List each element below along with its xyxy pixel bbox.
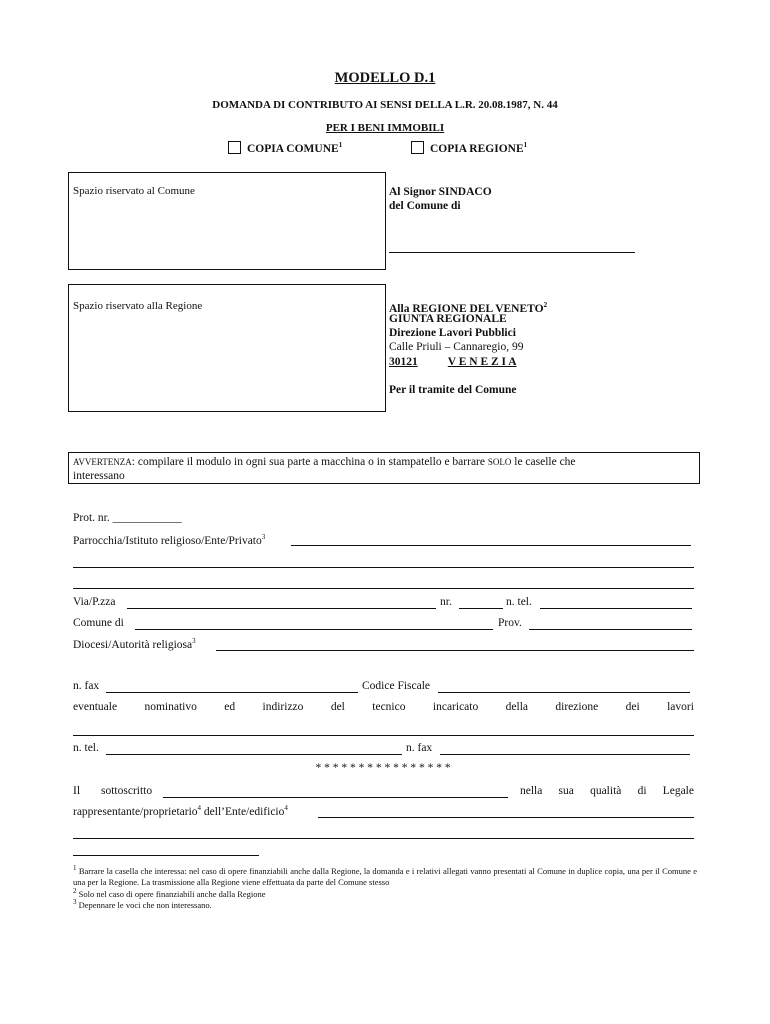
diocesi-label: Diocesi/Autorità religiosa$^3$ bbox=[73, 637, 196, 651]
parrocchia-field-line3[interactable] bbox=[73, 588, 694, 589]
per-il-tramite: Per il tramite del Comune bbox=[389, 384, 517, 396]
addressee-direzione: Direzione Lavori Pubblici bbox=[389, 327, 516, 339]
document-subtitle-beni: PER I BENI IMMOBILI bbox=[325, 122, 445, 134]
fax-label: n. fax bbox=[73, 680, 100, 692]
comune-field[interactable] bbox=[135, 629, 493, 630]
warning-text: AVVERTENZA: compilare il modulo in ogni sua parte a macchina o in stampatello e barrare SOLO le caselle che interessano bbox=[73, 456, 576, 482]
fax2-field[interactable] bbox=[440, 754, 690, 755]
codice-fiscale-field[interactable] bbox=[438, 692, 690, 693]
tel2-label: n. tel. bbox=[73, 742, 99, 754]
sottoscritto-label: sottoscritto bbox=[101, 785, 153, 797]
sottoscritto-field[interactable] bbox=[163, 797, 508, 798]
via-field[interactable] bbox=[127, 608, 436, 609]
document-title: MODELLO D.1 bbox=[334, 70, 436, 86]
prov-field[interactable] bbox=[529, 629, 692, 630]
ente-field-line2[interactable] bbox=[73, 838, 694, 839]
comune-label: Comune di bbox=[73, 617, 124, 629]
footnote-separator bbox=[73, 855, 259, 856]
addressee-giunta: GIUNTA REGIONALE bbox=[389, 313, 507, 325]
tel2-field[interactable] bbox=[106, 754, 402, 755]
nr-label: nr. bbox=[440, 596, 452, 608]
addressee-sindaco: Al Signor SINDACO bbox=[389, 186, 492, 198]
prot-nr-field[interactable]: Prot. nr. ____________ bbox=[73, 512, 182, 524]
box-spazio-comune bbox=[68, 172, 386, 270]
parrocchia-field[interactable] bbox=[291, 545, 691, 546]
copy-regione-checkbox[interactable] bbox=[411, 141, 424, 154]
nr-field[interactable] bbox=[459, 608, 503, 609]
fax-field[interactable] bbox=[106, 692, 358, 693]
parrocchia-field-line2[interactable] bbox=[73, 567, 694, 568]
copy-comune-label: COPIA COMUNE bbox=[247, 143, 339, 155]
footnote-2: $^2$ Solo nel caso di opere finanziabili anche dalla Regione bbox=[73, 887, 266, 899]
footnote-1: $^1$ Barrare la casella che interessa: nel caso di opere finanziabili anche dalla Regione, la domanda e i relativi allegati vanno presentati al Comune in duplice copia, una per il Comune e una per la Regione. La trasmissione alla Regione viene effettuata da parte del Comune stesso bbox=[73, 864, 698, 887]
codice-fiscale-label: Codice Fiscale bbox=[362, 680, 431, 692]
copy-comune-option[interactable]: COPIA COMUNE$^1$ bbox=[228, 141, 342, 155]
box-spazio-regione bbox=[68, 284, 386, 412]
comune-name-field[interactable] bbox=[389, 252, 635, 253]
tecnico-field[interactable] bbox=[73, 735, 694, 736]
sottoscritto-il: Il bbox=[73, 785, 81, 797]
parrocchia-label: Parrocchia/Istituto religioso/Ente/Privato$^3$ bbox=[73, 533, 266, 547]
tel-field[interactable] bbox=[540, 608, 692, 609]
addressee-street: Calle Priuli – Cannaregio, 99 bbox=[389, 341, 524, 353]
diocesi-field[interactable] bbox=[216, 650, 694, 651]
box-comune-label: Spazio riservato al Comune bbox=[73, 185, 195, 197]
copy-comune-checkbox[interactable] bbox=[228, 141, 241, 154]
addressee-regione: Alla REGIONE DEL VENETO$^2$ bbox=[389, 301, 548, 315]
fax2-label: n. fax bbox=[406, 742, 433, 754]
via-label: Via/P.zza bbox=[73, 596, 116, 608]
copy-regione-option[interactable]: COPIA REGIONE$^1$ bbox=[411, 141, 527, 155]
ente-field[interactable] bbox=[318, 817, 694, 818]
rappresentante-label: rappresentante/proprietario$^4$ dell’Ente/edificio$^4$ bbox=[73, 804, 288, 818]
qualita-label: nella sua qualità di Legale bbox=[520, 785, 694, 797]
footnote-3: $^3$ Depennare le voci che non interessano. bbox=[73, 898, 212, 910]
warning-box bbox=[68, 452, 700, 484]
stars-separator: * * * * * * * * * * * * * * * * bbox=[315, 762, 451, 774]
addressee-city: 30121 V E N E Z I A bbox=[389, 356, 517, 368]
box-regione-label: Spazio riservato alla Regione bbox=[73, 300, 203, 312]
prov-label: Prov. bbox=[498, 617, 522, 629]
tel-label: n. tel. bbox=[506, 596, 532, 608]
tecnico-label: eventuale nominativo ed indirizzo del tecnico incaricato della direzione dei lavori bbox=[73, 701, 694, 713]
addressee-comune-di: del Comune di bbox=[389, 200, 461, 212]
copy-regione-label: COPIA REGIONE bbox=[430, 143, 524, 155]
document-subtitle: DOMANDA DI CONTRIBUTO AI SENSI DELLA L.R. 20.08.1987, N. 44 bbox=[212, 99, 558, 111]
